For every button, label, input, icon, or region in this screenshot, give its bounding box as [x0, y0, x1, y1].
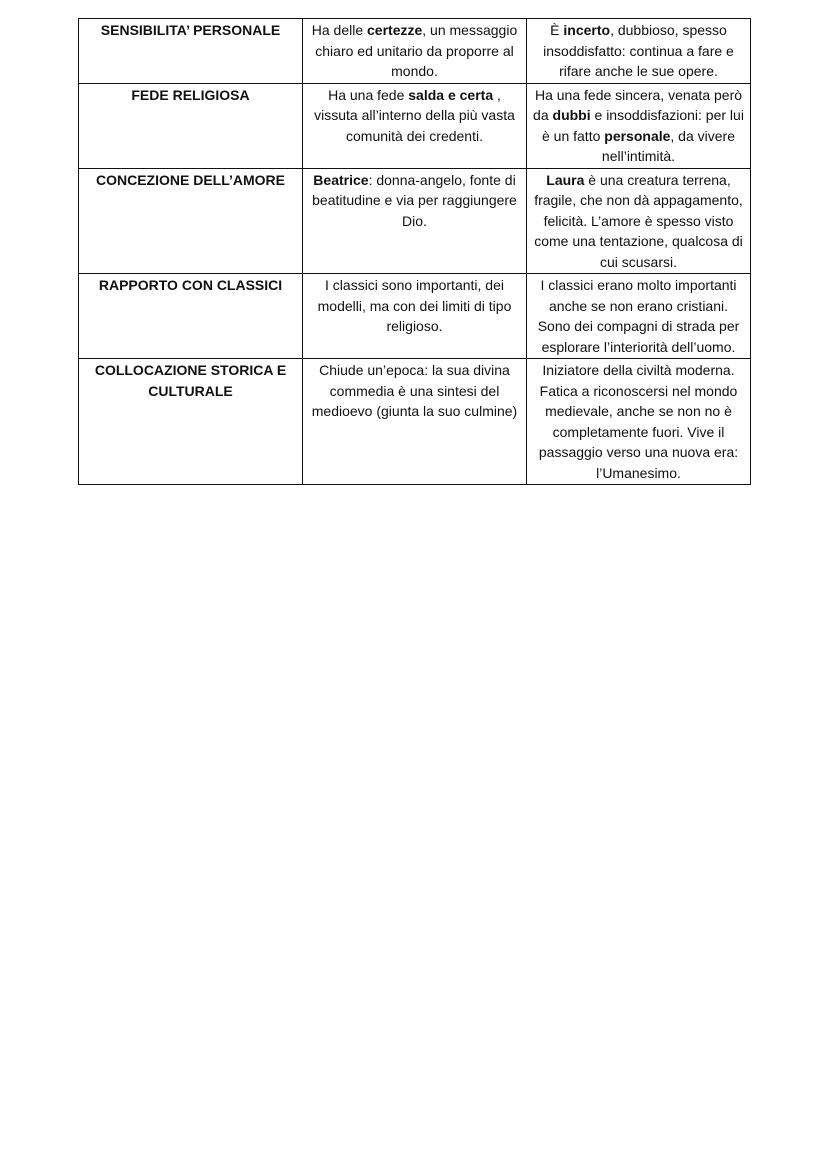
row-label: RAPPORTO CON CLASSICI — [79, 274, 303, 359]
row-label: CONCEZIONE DELL’AMORE — [79, 168, 303, 274]
cell-text: I classici sono importanti, dei modelli, ma con dei limiti di tipo religioso. — [317, 277, 512, 334]
cell-text: , un messaggio chiaro ed unitario da proporre al mondo. — [315, 22, 518, 79]
petrarca-cell — [527, 83, 751, 168]
cell-text: Ha delle — [311, 22, 368, 38]
cell-text-bold: incerto — [563, 22, 611, 38]
cell-text: Ha una fede — [328, 86, 409, 103]
row-label: SENSIBILITA’ PERSONALE — [79, 19, 303, 84]
comparison-table-body — [79, 19, 751, 485]
cell-text-bold: Beatrice — [313, 171, 369, 188]
cell-text: È — [550, 22, 564, 38]
table-row — [79, 83, 751, 168]
comparison-table — [78, 18, 751, 485]
cell-text: Ha una fede sincera, venata però da — [533, 86, 743, 123]
dante-cell — [303, 168, 527, 274]
cell-text-bold: salda e certa — [408, 86, 494, 103]
table-row — [79, 274, 751, 359]
cell-text-bold: dubbi — [552, 107, 591, 123]
cell-text: , vissuta all’interno della più vasta comunità dei credenti. — [314, 86, 515, 144]
cell-text: e insoddisfazioni: per lui è un fatto — [541, 107, 744, 144]
row-label: FEDE RELIGIOSA — [79, 83, 303, 168]
cell-text: , da vivere nell’intimità. — [601, 127, 735, 164]
dante-cell — [303, 359, 527, 485]
cell-text: Iniziatore della civiltà moderna. Fatica a riconoscersi nel mondo medievale, anche se non no è completamente fuori. Vive il passaggio verso una nuova era: l’Umanesimo. — [538, 362, 739, 481]
dante-cell — [303, 19, 527, 84]
petrarca-cell — [527, 19, 751, 84]
cell-text: Chiude un’epoca: la sua divina commedia è una sintesi del medioevo (giunta la suo culmine) — [311, 362, 518, 419]
petrarca-cell — [527, 274, 751, 359]
cell-text: : donna-angelo, fonte di beatitudine e via per raggiungere Dio. — [312, 171, 517, 229]
petrarca-cell — [527, 168, 751, 274]
row-label: COLLOCAZIONE STORICA E CULTURALE — [79, 359, 303, 485]
dante-cell — [303, 274, 527, 359]
cell-text-bold: personale — [604, 127, 671, 144]
cell-text: , dubbioso, spesso insoddisfatto: continua a fare e rifare anche le sue opere. — [543, 22, 734, 79]
cell-text: è una creatura terrena, fragile, che non dà appagamento, felicità. L’amore è spesso visto come una tentazione, qualcosa di cui scusarsi. — [534, 171, 743, 270]
table-row — [79, 359, 751, 485]
table-row — [79, 168, 751, 274]
cell-text: I classici erano molto importanti anche se non erano cristiani. Sono dei compagni di strada per esplorare l’interiorità dell’uomo. — [537, 277, 740, 355]
petrarca-cell — [527, 359, 751, 485]
table-row — [79, 19, 751, 84]
dante-cell — [303, 83, 527, 168]
cell-text-bold: Laura — [546, 171, 585, 188]
cell-text-bold: certezze — [367, 22, 423, 38]
